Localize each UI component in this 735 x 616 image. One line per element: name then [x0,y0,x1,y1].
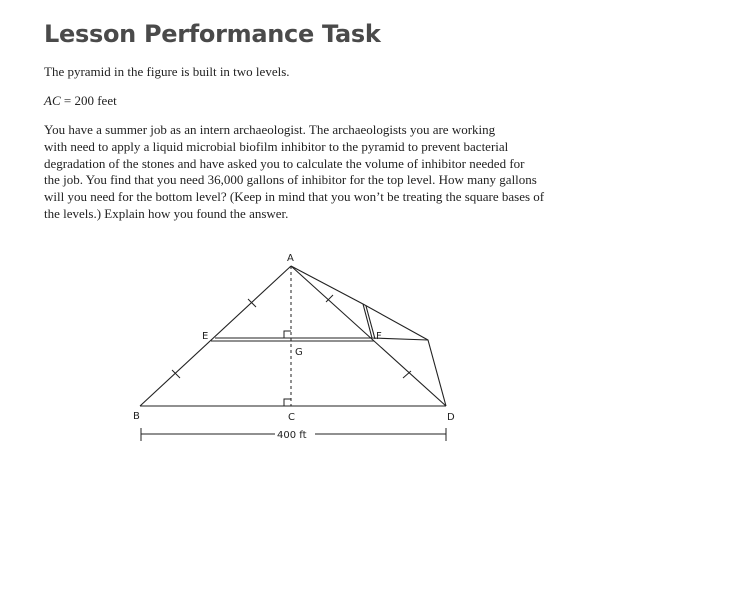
label-f: F [376,331,382,342]
right-angle-mark-c [284,399,291,406]
right-angle-mark-g [284,331,291,338]
given-variable: AC [44,93,61,108]
edge-ad [291,266,446,406]
label-a: A [287,253,294,264]
tick-mark-eb [172,370,180,378]
problem-line: You have a summer job as an intern archaeologist. The archaeologists you are working [44,122,496,137]
problem-line: will you need for the bottom level? (Keep in mind that you won’t be treating the square bases of [44,189,545,205]
label-d: D [447,412,455,423]
given-value: 200 feet [74,93,117,108]
dimension-label: 400 ft [277,430,307,441]
label-b: B [133,411,140,422]
problem-line: with need to apply a liquid microbial biofilm inhibitor to the pyramid to prevent bacterial [44,138,509,154]
problem-line: degradation of the stones and have asked you to calculate the volume of inhibitor needed for [44,155,525,171]
page-title: Lesson Performance Task [44,20,381,48]
label-g: G [295,347,303,358]
label-c: C [288,412,295,423]
problem-line: the levels.) Explain how you found the answer. [44,205,289,221]
given-operator: = [63,93,72,108]
intro-text: The pyramid in the figure is built in two levels. [44,64,290,79]
label-e: E [202,331,209,342]
tick-mark-fd [403,371,411,378]
problem-line: the job. You find that you need 36,000 gallons of inhibitor for the top level. How many gallons [44,172,537,188]
edge-ab [140,266,291,406]
